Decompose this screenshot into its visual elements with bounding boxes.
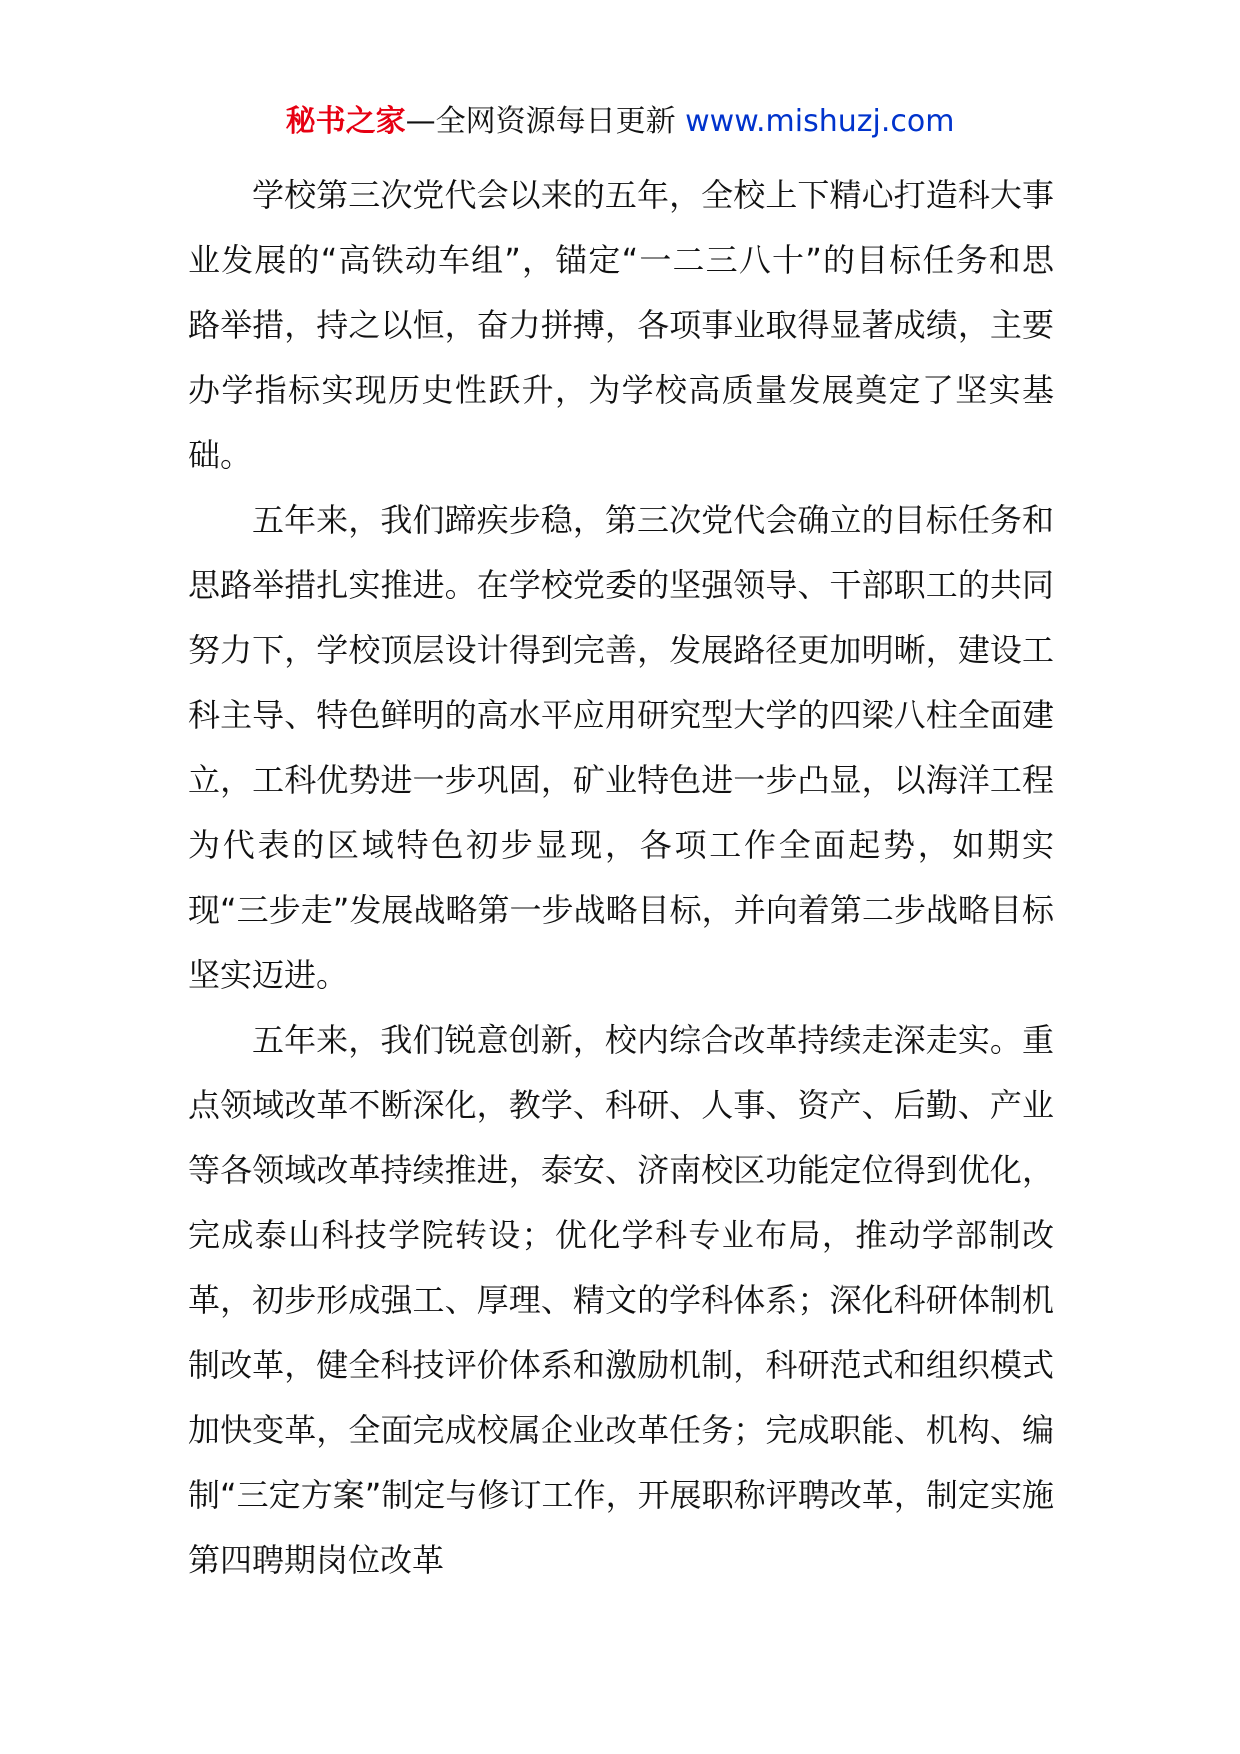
paragraph-3: 五年来，我们锐意创新，校内综合改革持续走深走实。重点领域改革不断深化，教学、科研、人事、资产、后勤、产业等各领域改革持续推进，泰安、济南校区功能定位得到优化，完成泰山科技学院转设；优化学科专业布局，推动学部制改革，初步形成强工、厚理、精文的学科体系；深化科研体制机制改革，健全科技评价体系和激励机制，科研范式和组织模式加快变革，全面完成校属企业改革任务；完成职能、机构、编制“三定方案”制定与修订工作，开展职称评聘改革，制定实施第四聘期岗位改革	[188, 1021, 1054, 1579]
site-url-link[interactable]: www.mishuzj.com	[685, 104, 955, 139]
document-body	[188, 163, 1054, 1593]
watermark-header	[0, 100, 1240, 144]
paragraph-1: 学校第三次党代会以来的五年，全校上下精心打造科大事业发展的“高铁动车组”，锚定“一二三八十”的目标任务和思路举措，持之以恒，奋力拼搏，各项事业取得显著成绩，主要办学指标实现历史性跃升，为学校高质量发展奠定了坚实基础。	[188, 176, 1054, 474]
paragraph-2: 五年来，我们蹄疾步稳，第三次党代会确立的目标任务和思路举措扎实推进。在学校党委的坚强领导、干部职工的共同努力下，学校顶层设计得到完善，发展路径更加明晰，建设工科主导、特色鲜明的高水平应用研究型大学的四梁八柱全面建立，工科优势进一步巩固，矿业特色进一步凸显，以海洋工程为代表的区域特色初步显现，各项工作全面起势，如期实现“三步走”发展战略第一步战略目标，并向着第二步战略目标坚实迈进。	[188, 501, 1054, 994]
site-tagline: —全网资源每日更新	[405, 104, 686, 139]
site-brand: 秘书之家	[285, 104, 406, 139]
